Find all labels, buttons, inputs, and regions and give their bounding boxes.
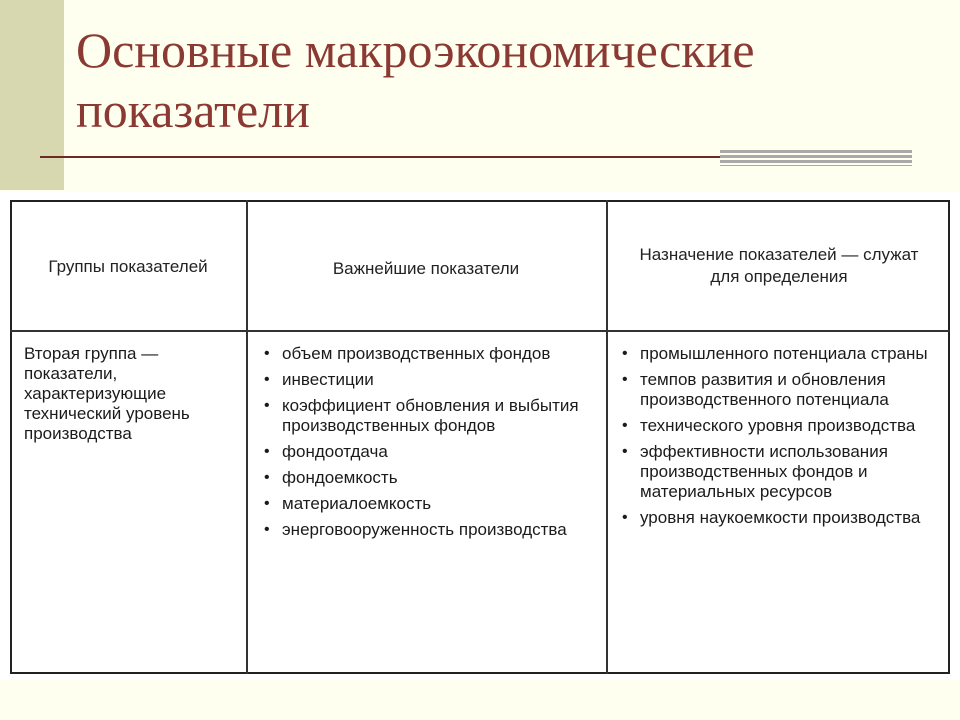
header-divider	[10, 330, 950, 332]
list-item: • энерговооруженность производства	[258, 520, 594, 540]
column-divider	[246, 200, 248, 674]
header-indicators: Важнейшие показатели	[332, 259, 520, 278]
group-cell: Вторая группа — показатели, характеризующие технический уровень производства	[24, 344, 190, 443]
list-item: • фондоотдача	[258, 442, 594, 462]
list-item: • инвестиции	[258, 370, 594, 390]
header-groups: Группы показателей	[48, 257, 208, 276]
list-item: • промышленного потенциала страны	[616, 344, 942, 364]
title-divider-accent	[720, 150, 912, 166]
list-item: • материалоемкость	[258, 494, 594, 514]
list-item: • коэффициент обновления и выбытия производственных фондов	[258, 396, 594, 436]
indicators-list	[258, 344, 594, 546]
list-item: • технического уровня производства	[616, 416, 942, 436]
list-item: • уровня наукоемкости производства	[616, 508, 942, 528]
list-item: • фондоемкость	[258, 468, 594, 488]
header-purpose: Назначение показателей — служат для определения	[639, 245, 919, 286]
column-divider	[606, 200, 608, 674]
slide-title: Основные макроэкономические показатели	[76, 22, 755, 138]
list-item: • объем производственных фондов	[258, 344, 594, 364]
list-item: • эффективности использования производственных фондов и материальных ресурсов	[616, 442, 942, 502]
list-item: • темпов развития и обновления производственного потенциала	[616, 370, 942, 410]
purposes-list	[616, 344, 942, 534]
left-accent-bar	[0, 0, 64, 190]
